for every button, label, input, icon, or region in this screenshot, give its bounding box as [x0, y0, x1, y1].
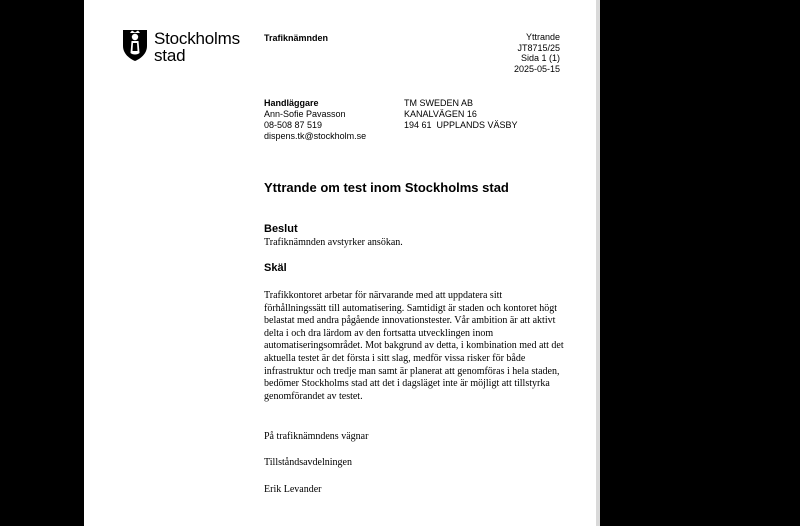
- handler-heading: Handläggare: [264, 98, 319, 108]
- closing-line-1: På trafiknämndens vägnar: [264, 431, 369, 442]
- handler-block: [264, 98, 366, 142]
- document-page: [84, 0, 596, 526]
- reason-heading: Skäl: [264, 262, 287, 274]
- decision-heading: Beslut: [264, 223, 298, 235]
- reason-text: Trafikkontoret arbetar för närvarande med att uppdatera sitt förhållningssätt till automatisering. Samtidigt är staden och kontoret högt belastat med andra pågående innovationstester. Vår ambition är att aktivt delta i och dra lärdom av den fortsatta utvecklingen inom automatiseringsområdet. Mot bakgrund av detta, i kombination med att det aktuella testet är det första i sitt slag, medför vissa risker för både infrastruktur och tredje man samt är planerat att genomföras i hela staden, bedömer Stockholms stad att det i dagsläget inte är möjligt att tillstyrka genomförandet av testet.: [264, 290, 564, 402]
- decision-text: Trafiknämnden avstyrker ansökan.: [264, 237, 403, 248]
- logo-line-2: stad: [154, 46, 186, 65]
- recipient-city: 194 61 UPPLANDS VÄSBY: [404, 120, 518, 130]
- document-meta: [514, 32, 560, 74]
- handler-phone: 08-508 87 519: [264, 120, 323, 130]
- page-number: Sida 1 (1): [520, 53, 560, 63]
- logo-line-1: Stockholms: [154, 29, 240, 48]
- closing-line-2: Tillståndsavdelningen: [264, 457, 352, 468]
- recipient-company: TM SWEDEN AB: [404, 98, 474, 108]
- recipient-street: KANALVÄGEN 16: [404, 109, 477, 119]
- doc-date: 2025-05-15: [513, 63, 560, 74]
- handler-name: Ann-Sofie Pavasson: [264, 109, 346, 119]
- scrollbar[interactable]: [596, 0, 600, 526]
- logo-wordmark: [154, 30, 240, 64]
- department-name: Trafiknämnden: [264, 33, 329, 43]
- recipient-address: [404, 98, 518, 131]
- city-logo: [122, 28, 252, 64]
- handler-email: dispens.tk@stockholm.se: [264, 131, 367, 141]
- signatory-name: Erik Levander: [264, 484, 322, 495]
- doc-reference: JT8715/25: [517, 42, 560, 53]
- city-crest-icon: [122, 28, 148, 62]
- page-title: Yttrande om test inom Stockholms stad: [264, 180, 509, 195]
- doc-type: Yttrande: [525, 32, 560, 42]
